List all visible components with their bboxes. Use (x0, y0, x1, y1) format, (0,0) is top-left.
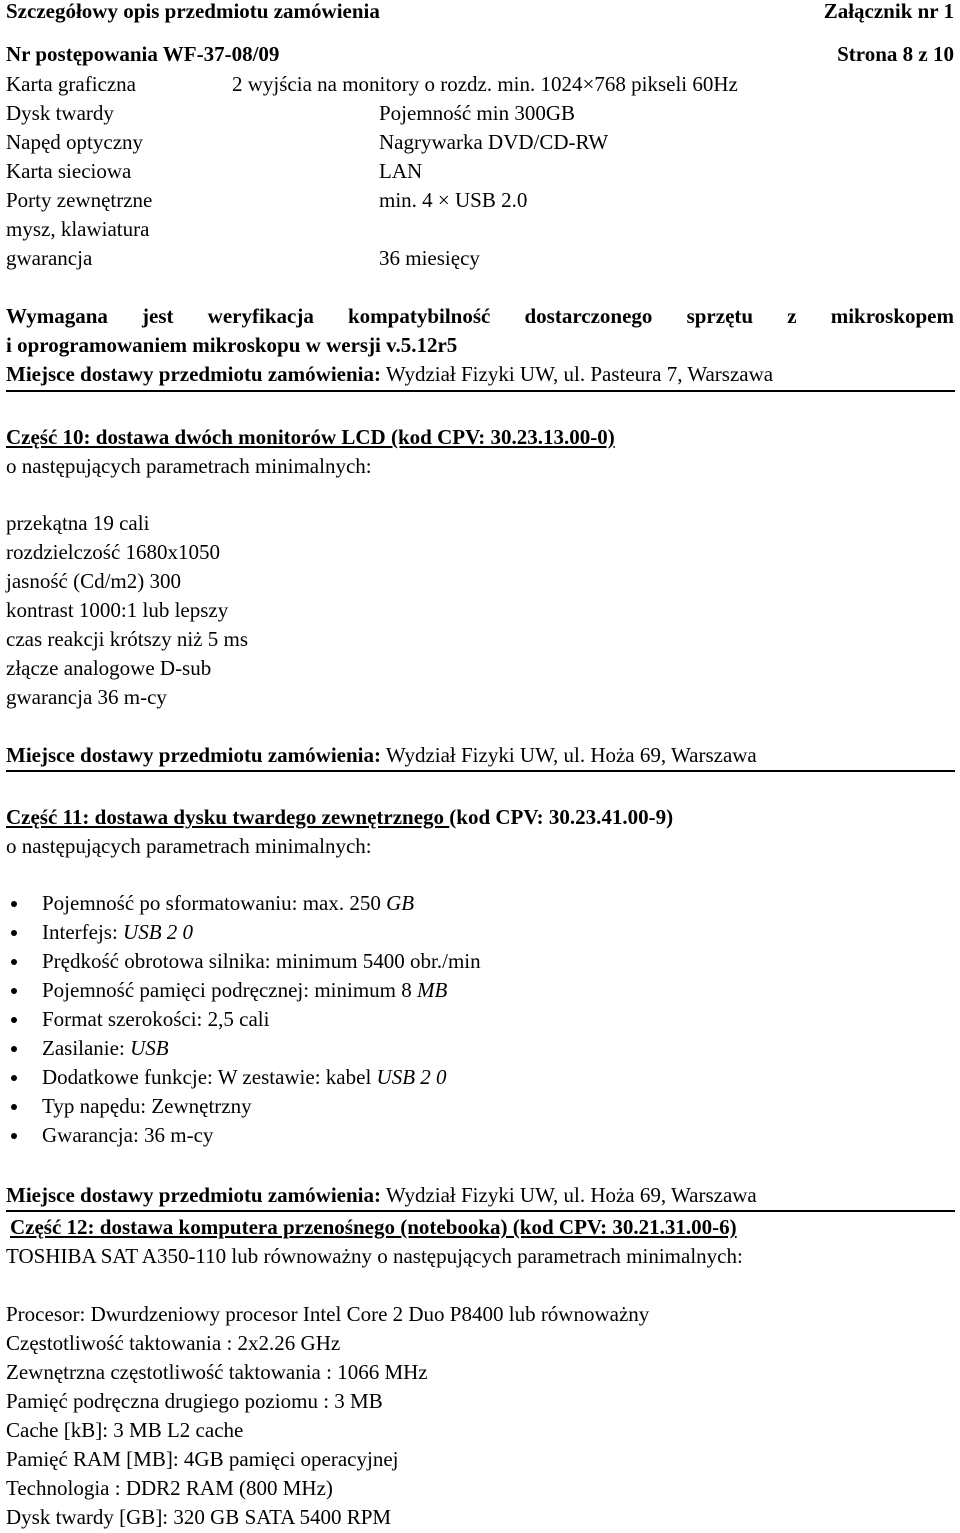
divider (6, 1210, 955, 1212)
list-item: Pojemność po sformatowaniu: max. 250 GB (6, 889, 481, 918)
spec-value: Nagrywarka DVD/CD-RW (379, 130, 609, 154)
spec-label: Karta sieciowa (6, 159, 132, 183)
procedure-number: Nr postępowania WF-37-08/09 (6, 42, 280, 66)
part12-item: Zewnętrzna częstotliwość taktowania : 1066 MHz (6, 1360, 428, 1384)
spec-row (6, 70, 954, 99)
part10-item: rozdzielczość 1680x1050 (6, 540, 221, 564)
verification-line-2: i oprogramowaniem mikroskopu w wersji v.5.12r5 (6, 333, 458, 357)
part12-item: Cache [kB]: 3 MB L2 cache (6, 1418, 244, 1442)
spec-row (6, 157, 954, 186)
part12-item: Częstotliwość taktowania : 2x2.26 GHz (6, 1331, 341, 1355)
part12-intro: TOSHIBA SAT A350-110 lub równoważny o następujących parametrach minimalnych: (6, 1244, 743, 1268)
attachment-label: Załącznik nr 1 (823, 0, 954, 23)
part10-item: kontrast 1000:1 lub lepszy (6, 598, 229, 622)
delivery-place (6, 1181, 954, 1210)
list-item: Format szerokości: 2,5 cali (6, 1005, 481, 1034)
spec-row (6, 99, 954, 128)
part12-item: Technologia : DDR2 RAM (800 MHz) (6, 1476, 333, 1500)
delivery-place (6, 360, 954, 389)
part11-title-main: Część 11: dostawa dysku twardego zewnętrznego (6, 805, 450, 829)
part11-intro: o następujących parametrach minimalnych: (6, 834, 372, 858)
divider (6, 770, 955, 772)
spec-label: Karta graficzna (6, 72, 136, 96)
spec-label: Napęd optyczny (6, 130, 144, 154)
delivery-label: Miejsce dostawy przedmiotu zamówienia: (6, 362, 382, 386)
part11-list (6, 889, 481, 1150)
verification-line-1: Wymagana jest weryfikacja kompatybilność dostarczonego sprzętu z mikroskopem (6, 304, 954, 328)
list-item: Pojemność pamięci podręcznej: minimum 8 MB (6, 976, 481, 1005)
part11-title-code: (kod CPV: 30.23.41.00-9) (449, 805, 674, 829)
divider (6, 390, 955, 392)
part10-item: jasność (Cd/m2) 300 (6, 569, 181, 593)
document-title: Szczegółowy opis przedmiotu zamówienia (6, 0, 380, 23)
spec-row (6, 244, 954, 273)
list-item: Gwarancja: 36 m-cy (6, 1121, 481, 1150)
spec-value: 2 wyjścia na monitory o rozdz. min. 1024×768 pikseli 60Hz (232, 72, 738, 96)
delivery-address: Wydział Fizyki UW, ul. Hoża 69, Warszawa (381, 743, 757, 767)
part12-item: Dysk twardy [GB]: 320 GB SATA 5400 RPM (6, 1505, 392, 1529)
spec-row (6, 128, 954, 157)
spec-row (6, 186, 954, 215)
list-item: Dodatkowe funkcje: W zestawie: kabel USB 2 0 (6, 1063, 481, 1092)
part12-item: Procesor: Dwurdzeniowy procesor Intel Core 2 Duo P8400 lub równoważny (6, 1302, 650, 1326)
page-number: Strona 8 z 10 (837, 42, 954, 66)
document-header (6, 0, 954, 26)
part10-item: gwarancja 36 m-cy (6, 685, 167, 709)
spec-label: Dysk twardy (6, 101, 114, 125)
spec-label: mysz, klawiatura (6, 217, 150, 241)
delivery-place (6, 741, 954, 770)
delivery-address: Wydział Fizyki UW, ul. Pasteura 7, Warszawa (381, 362, 774, 386)
part10-item: złącze analogowe D-sub (6, 656, 212, 680)
part10-item: czas reakcji krótszy niż 5 ms (6, 627, 248, 651)
part10-title: Część 10: dostawa dwóch monitorów LCD (kod CPV: 30.23.13.00-0) (6, 425, 615, 449)
list-item: Prędkość obrotowa silnika: minimum 5400 obr./min (6, 947, 481, 976)
spec-value: 36 miesięcy (379, 246, 480, 270)
list-item: Typ napędu: Zewnętrzny (6, 1092, 481, 1121)
spec-value: min. 4 × USB 2.0 (379, 188, 528, 212)
list-item: Zasilanie: USB (6, 1034, 481, 1063)
spec-row (6, 215, 954, 244)
spec-label: gwarancja (6, 246, 93, 270)
part12-title: Część 12: dostawa komputera przenośnego (notebooka) (kod CPV: 30.21.31.00-6) (10, 1215, 737, 1239)
spec-value: LAN (379, 159, 423, 183)
part12-item: Pamięć podręczna drugiego poziomu : 3 MB (6, 1389, 383, 1413)
delivery-label: Miejsce dostawy przedmiotu zamówienia: (6, 1183, 382, 1207)
spec-label: Porty zewnętrzne (6, 188, 153, 212)
delivery-label: Miejsce dostawy przedmiotu zamówienia: (6, 743, 382, 767)
part10-item: przekątna 19 cali (6, 511, 150, 535)
spec-value: Pojemność min 300GB (379, 101, 576, 125)
part11-title (6, 803, 954, 832)
part10-intro: o następujących parametrach minimalnych: (6, 454, 372, 478)
delivery-address: Wydział Fizyki UW, ul. Hoża 69, Warszawa (381, 1183, 757, 1207)
procedure-header (6, 40, 954, 69)
list-item: Interfejs: USB 2 0 (6, 918, 481, 947)
part12-item: Pamięć RAM [MB]: 4GB pamięci operacyjnej (6, 1447, 399, 1471)
